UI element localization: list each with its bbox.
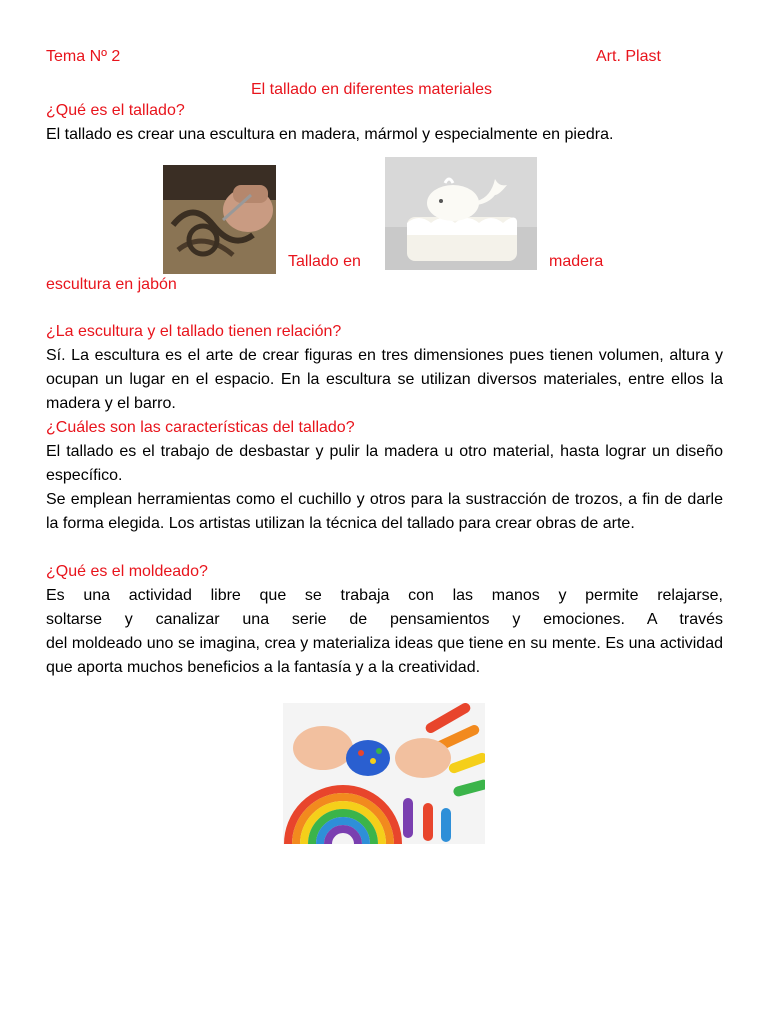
- paragraph: [46, 344, 723, 416]
- image-caption: madera: [549, 253, 604, 270]
- section-heading: ¿La escultura y el tallado tienen relación?: [46, 323, 342, 340]
- modeling-clay-image: [283, 703, 485, 844]
- wood-carving-image: [163, 165, 276, 274]
- soap-whale-image: [385, 157, 537, 270]
- subject-label: Art. Plast: [596, 48, 661, 65]
- paragraph-line: Es una actividad libre que se trabaja con las manos y permite relajarse,: [46, 587, 723, 604]
- image-caption: escultura en jabón: [46, 276, 177, 293]
- paragraph: El tallado es crear una escultura en madera, mármol y especialmente en piedra.: [46, 126, 614, 143]
- paragraph: [46, 584, 723, 680]
- section-heading: ¿Cuáles son las características del tallado?: [46, 419, 355, 436]
- paragraph-text: El tallado es el trabajo de desbastar y pulir la madera u otro material, hasta lograr un diseño específico.: [46, 443, 723, 485]
- document-title: El tallado en diferentes materiales: [251, 81, 493, 98]
- paragraph-text: Sí. La escultura es el arte de crear figuras en tres dimensiones pues tienen volumen, altura y ocupan un lugar en el espacio. En la escultura se utilizan diversos materiales, entre ellos la madera y el barro.: [46, 347, 723, 413]
- section-heading: ¿Qué es el tallado?: [46, 102, 185, 119]
- paragraph-line: soltarse y canalizar una serie de pensamientos y emociones. A través: [46, 611, 723, 629]
- paragraph-text: Se emplean herramientas como el cuchillo y otros para la sustracción de trozos, a fin de darle la forma elegida. Los artistas utilizan la técnica del tallado para crear obras de arte.: [46, 491, 723, 533]
- image-caption: Tallado en: [288, 253, 361, 270]
- section-heading: ¿Qué es el moldeado?: [46, 563, 208, 580]
- paragraph-text: del moldeado uno se imagina, crea y materializa ideas que tiene en su mente. Es una actividad que aporta muchos beneficios a la fantasía y a la creatividad.: [46, 635, 723, 677]
- topic-label: Tema Nº 2: [46, 48, 121, 65]
- paragraph: [46, 440, 723, 536]
